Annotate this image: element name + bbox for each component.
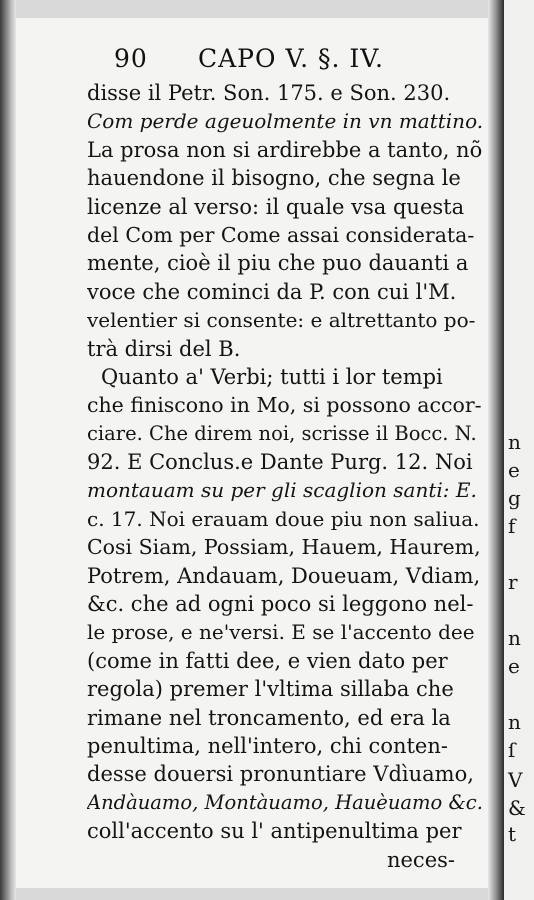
next-page-fragment: ſ (508, 738, 516, 762)
scan-left-edge (0, 0, 16, 900)
page-number: 90 (114, 44, 148, 73)
chapter-heading: CAPO V. §. IV. (198, 44, 384, 73)
next-page-fragment: n (508, 430, 521, 454)
text-line: Quanto a' Verbi; tutti i lor tempi (101, 364, 443, 389)
running-head (104, 40, 404, 76)
next-page-fragment: r (508, 570, 518, 594)
next-page-fragment: f (508, 514, 516, 538)
catchword: neces- (386, 847, 455, 872)
text-line: rimane nel troncamento, ed era la (87, 705, 451, 730)
next-page-fragment: & (508, 796, 526, 820)
next-page-fragment: V (508, 768, 523, 792)
text-line: Com perde ageuolmente in vn mattino. (87, 109, 483, 134)
next-page-fragment: e (508, 458, 520, 482)
text-line: Potrem, Andauam, Doueuam, Vdiam, (87, 563, 481, 588)
text-line: regola) premer l'vltima sillaba che (87, 677, 454, 702)
text-line: desse douersi pronuntiare Vdìuamo, (87, 762, 474, 787)
book-gutter (488, 0, 504, 900)
text-line: ciare. Che direm noi, scrisse il Bocc. N. (87, 421, 477, 445)
next-page-fragment: e (508, 654, 520, 678)
text-line: trà dirsi del B. (87, 336, 241, 361)
text-line: le prose, e ne'versi. E se l'accento dee (87, 620, 475, 645)
next-page-fragment: t (508, 822, 517, 846)
text-line: che finiscono in Mo, si possono accor- (87, 393, 482, 418)
text-line: Cosi Siam, Possiam, Hauem, Haurem, (87, 535, 481, 560)
text-line: Andàuamo, Montàuamo, Hauèuamo &c. (87, 790, 483, 814)
text-line: licenze al verso: il quale vsa questa (87, 194, 465, 219)
text-line: disse il Petr. Son. 175. e Son. 230. (87, 81, 451, 105)
next-page-fragment: g (508, 486, 521, 510)
text-line: penultima, nell'intero, chi conten- (87, 733, 448, 758)
text-line: c. 17. Noi erauam doue piu non saliua. (87, 506, 480, 531)
text-line: montauam su per gli scaglion santi: E. (87, 478, 477, 503)
body-text (87, 79, 483, 874)
text-line: hauendone il bisogno, che segna le (87, 166, 461, 191)
text-line: mente, cioè il piu che puo dauanti a (87, 251, 469, 276)
text-line: La prosa non si ardirebbe a tanto, nõ (87, 137, 483, 162)
text-line: (come in fatti dee, e vien dato per (87, 648, 448, 673)
text-line: velentier si consente: e altrettanto po- (87, 308, 476, 333)
text-line: &c. che ad ogni poco si leggono nel- (87, 592, 474, 617)
next-page-fragment: n (508, 626, 521, 650)
text-line: 92. E Conclus.e Dante Purg. 12. Noi (87, 450, 473, 475)
text-line: voce che cominci da P. con cui l'M. (87, 279, 457, 304)
text-line: del Com per Come assai considerata- (87, 222, 475, 247)
text-line: coll'accento su l' antipenultima per (87, 819, 462, 844)
next-page-fragment: n (508, 710, 521, 734)
